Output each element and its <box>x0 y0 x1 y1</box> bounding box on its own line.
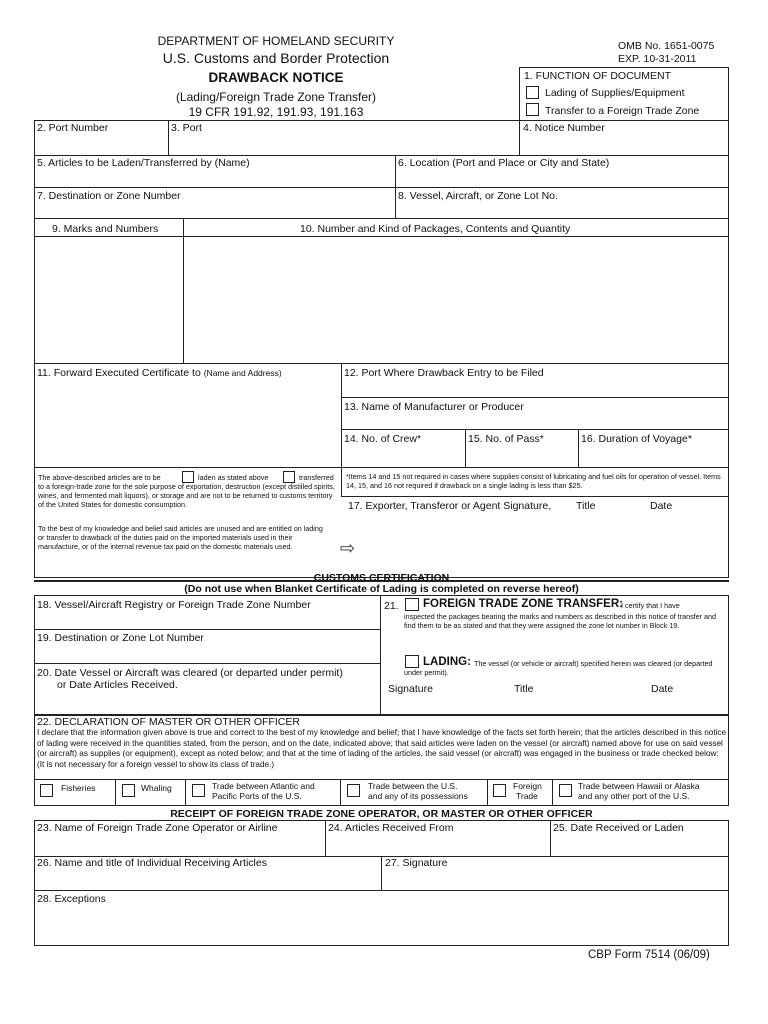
customs-signature-input[interactable] <box>384 696 726 713</box>
destination-label: 7. Destination or Zone Number <box>37 190 181 202</box>
packages-input[interactable] <box>185 238 727 361</box>
function-of-document-label: 1. FUNCTION OF DOCUMENT <box>524 70 671 82</box>
declaration-belief-text: To the best of my knowledge and belief said articles are unused and are entitled on lading or transfer to drawback of the duties paid on the imported materials used in their manufacture, or of the internal revenue tax paid on the domestic materials used. <box>38 524 323 551</box>
passengers-input[interactable] <box>467 447 576 465</box>
receiver-name-input[interactable] <box>36 870 379 888</box>
us-possessions-label-1: Trade between the U.S. <box>368 781 458 791</box>
date-received-label: or Date Articles Received. <box>57 679 178 691</box>
ftz-transfer-text: inspected the packages bearing the marks and numbers as described in this notice of transfer and find them to be as stated and that they were assigned the zone lot number in Block 19. <box>404 612 717 630</box>
receipt-signature-input[interactable] <box>383 870 727 888</box>
laden-by-label: 5. Articles to be Laden/Transferred by (Name) <box>37 157 250 169</box>
laden-stated-label: laden as stated above <box>198 473 269 482</box>
transfer-ftz-checkbox[interactable] <box>526 103 539 116</box>
forward-certificate-input[interactable] <box>36 381 339 466</box>
date-cleared-input[interactable] <box>36 693 378 713</box>
port-label: 3. Port <box>171 122 202 134</box>
items-note: *Items 14 and 15 not required in cases where supplies consist of lubricating and fuel oils for operation of vessel. Items 14, 15, and 16 not required if drawback on a single lading is less than $25. <box>346 472 721 490</box>
lading-supplies-checkbox[interactable] <box>526 86 539 99</box>
receiver-name-label: 26. Name and title of Individual Receiving Articles <box>37 857 267 869</box>
exceptions-input[interactable] <box>36 906 727 944</box>
ftz-operator-input[interactable] <box>36 835 323 854</box>
fisheries-checkbox[interactable] <box>40 784 53 797</box>
crew-input[interactable] <box>343 447 463 465</box>
date-received-laden-label: 25. Date Received or Laden <box>553 822 684 834</box>
agency-title: U.S. Customs and Border Protection <box>162 50 390 66</box>
marks-numbers-label: 9. Marks and Numbers <box>52 223 159 235</box>
exporter-signature-label: 17. Exporter, Transferor or Agent Signature, <box>348 500 552 512</box>
master-declaration-text: I declare that the information given above is true and correct to the best of my knowledge and belief; that I have knowledge of the facts set forth herein; that the articles described in this notice of lading were received in the quantities stated, from the person, and on the date, indicated above; that said articles were laden on the vessel (or aircraft) named above for use on said vessel (or aircraft) as supplies (or equipment), except as noted below; and that at the time of lading of the articles, the said vessel (or aircraft) was engaged in the business or trade checked below: (It is not necessary for a foreign vessel to show its class of trade.) <box>37 728 727 769</box>
drawback-port-label: 12. Port Where Drawback Entry to be Filed <box>344 367 544 379</box>
forward-certificate-text: 11. Forward Executed Certificate to <box>37 367 201 379</box>
foreign-trade-label-2: Trade <box>516 791 538 801</box>
notice-number-input[interactable] <box>521 135 727 153</box>
atlantic-pacific-label-2: Pacific Ports of the U.S. <box>212 791 302 801</box>
zone-lot-input[interactable] <box>36 646 378 662</box>
block-21-label: 21. <box>384 600 399 612</box>
omb-number: OMB No. 1651-0075 <box>618 40 715 52</box>
packages-label: 10. Number and Kind of Packages, Contents and Quantity <box>300 223 571 235</box>
master-declaration-label: 22. DECLARATION OF MASTER OR OTHER OFFICER <box>37 716 300 728</box>
drawback-port-input[interactable] <box>343 380 727 396</box>
hawaii-alaska-checkbox[interactable] <box>559 784 572 797</box>
customs-certification-subheading: (Do not use when Blanket Certificate of Lading is completed on reverse hereof) <box>184 583 579 595</box>
date-cleared-label: 20. Date Vessel or Aircraft was cleared (or departed under permit) <box>37 667 343 679</box>
vessel-input[interactable] <box>397 203 727 217</box>
form-number: CBP Form 7514 (06/09) <box>588 949 710 961</box>
lading-title: LADING: <box>423 656 471 668</box>
exceptions-label: 28. Exceptions <box>37 893 106 905</box>
fisheries-label: Fisheries <box>61 783 96 793</box>
exporter-signature-input[interactable] <box>346 514 726 569</box>
port-number-label: 2. Port Number <box>37 122 109 134</box>
department-title: DEPARTMENT OF HOMELAND SECURITY <box>157 34 395 48</box>
lading-supplies-label: Lading of Supplies/Equipment <box>545 87 685 99</box>
date-received-laden-input[interactable] <box>552 835 727 854</box>
hawaii-alaska-label-1: Trade between Hawaii or Alaska <box>578 781 700 791</box>
vessel-registry-label: 18. Vessel/Aircraft Registry or Foreign Trade Zone Number <box>37 599 311 611</box>
whaling-checkbox[interactable] <box>122 784 135 797</box>
exporter-date-label: Date <box>650 500 673 512</box>
forward-certificate-label <box>37 367 282 379</box>
crew-label: 14. No. of Crew* <box>344 433 422 445</box>
received-from-input[interactable] <box>327 835 548 854</box>
exporter-title-label: Title <box>576 500 596 512</box>
declaration-purpose-text: to a foreign-trade zone for the sole purpose of exportation, destruction (except distilled spirits, wines, and fermented malt liquors), or storage and are not to be returned to customs territory of the United States for domestic consumption. <box>38 482 335 509</box>
destination-input[interactable] <box>36 203 393 217</box>
foreign-trade-checkbox[interactable] <box>493 784 506 797</box>
arrow-icon: ⇨ <box>340 538 356 558</box>
vessel-registry-input[interactable] <box>36 612 378 628</box>
ftz-transfer-checkbox[interactable] <box>405 598 419 611</box>
atlantic-pacific-label-1: Trade between Atlantic and <box>212 781 315 791</box>
ftz-transfer-certify: I certify that I have <box>621 601 680 610</box>
passengers-label: 15. No. of Pass* <box>468 433 544 445</box>
vessel-label: 8. Vessel, Aircraft, or Zone Lot No. <box>398 190 558 202</box>
voyage-duration-label: 16. Duration of Voyage* <box>581 433 692 445</box>
expiration-date: EXP. 10-31-2011 <box>618 53 697 65</box>
marks-numbers-input[interactable] <box>36 238 181 361</box>
customs-title-label: Title <box>514 683 534 695</box>
port-number-input[interactable] <box>36 135 166 153</box>
notice-number-label: 4. Notice Number <box>523 122 605 134</box>
receipt-heading: RECEIPT OF FOREIGN TRADE ZONE OPERATOR, OR MASTER OR OTHER OFFICER <box>170 808 593 820</box>
cfr-reference: 19 CFR 191.92, 191.93, 191.163 <box>188 105 364 119</box>
ftz-operator-label: 23. Name of Foreign Trade Zone Operator or Airline <box>37 822 278 834</box>
atlantic-pacific-checkbox[interactable] <box>192 784 205 797</box>
received-from-label: 24. Articles Received From <box>328 822 454 834</box>
form-subtitle: (Lading/Foreign Trade Zone Transfer) <box>175 90 377 104</box>
location-input[interactable] <box>397 170 727 186</box>
transfer-ftz-label: Transfer to a Foreign Trade Zone <box>545 105 700 117</box>
whaling-label: Whaling <box>141 783 172 793</box>
foreign-trade-label-1: Foreign <box>513 781 542 791</box>
transferred-label: transferred <box>299 473 334 482</box>
receipt-signature-label: 27. Signature <box>385 857 448 869</box>
manufacturer-input[interactable] <box>343 414 727 428</box>
manufacturer-label: 13. Name of Manufacturer or Producer <box>344 401 524 413</box>
us-possessions-label-2: and any of its possessions <box>368 791 468 801</box>
customs-signature-label: Signature <box>388 683 433 695</box>
declaration-text-a: The above-described articles are to be <box>38 473 161 482</box>
location-label: 6. Location (Port and Place or City and State) <box>398 157 610 169</box>
port-input[interactable] <box>170 135 517 153</box>
voyage-duration-input[interactable] <box>580 447 727 465</box>
zone-lot-label: 19. Destination or Zone Lot Number <box>37 632 204 644</box>
form-title: DRAWBACK NOTICE <box>208 70 344 85</box>
forward-certificate-note: (Name and Address) <box>203 368 282 378</box>
laden-by-input[interactable] <box>36 170 393 186</box>
hawaii-alaska-label-2: and any other port of the U.S. <box>578 791 690 801</box>
ftz-transfer-title: FOREIGN TRADE ZONE TRANSFER: <box>423 598 623 610</box>
lading-text: The vessel (or vehicle or aircraft) specified herein was cleared (or departed under permit). <box>404 659 713 677</box>
customs-date-label: Date <box>651 683 674 695</box>
customs-certification-heading: CUSTOMS CERTIFICATION <box>313 572 450 584</box>
us-possessions-checkbox[interactable] <box>347 784 360 797</box>
